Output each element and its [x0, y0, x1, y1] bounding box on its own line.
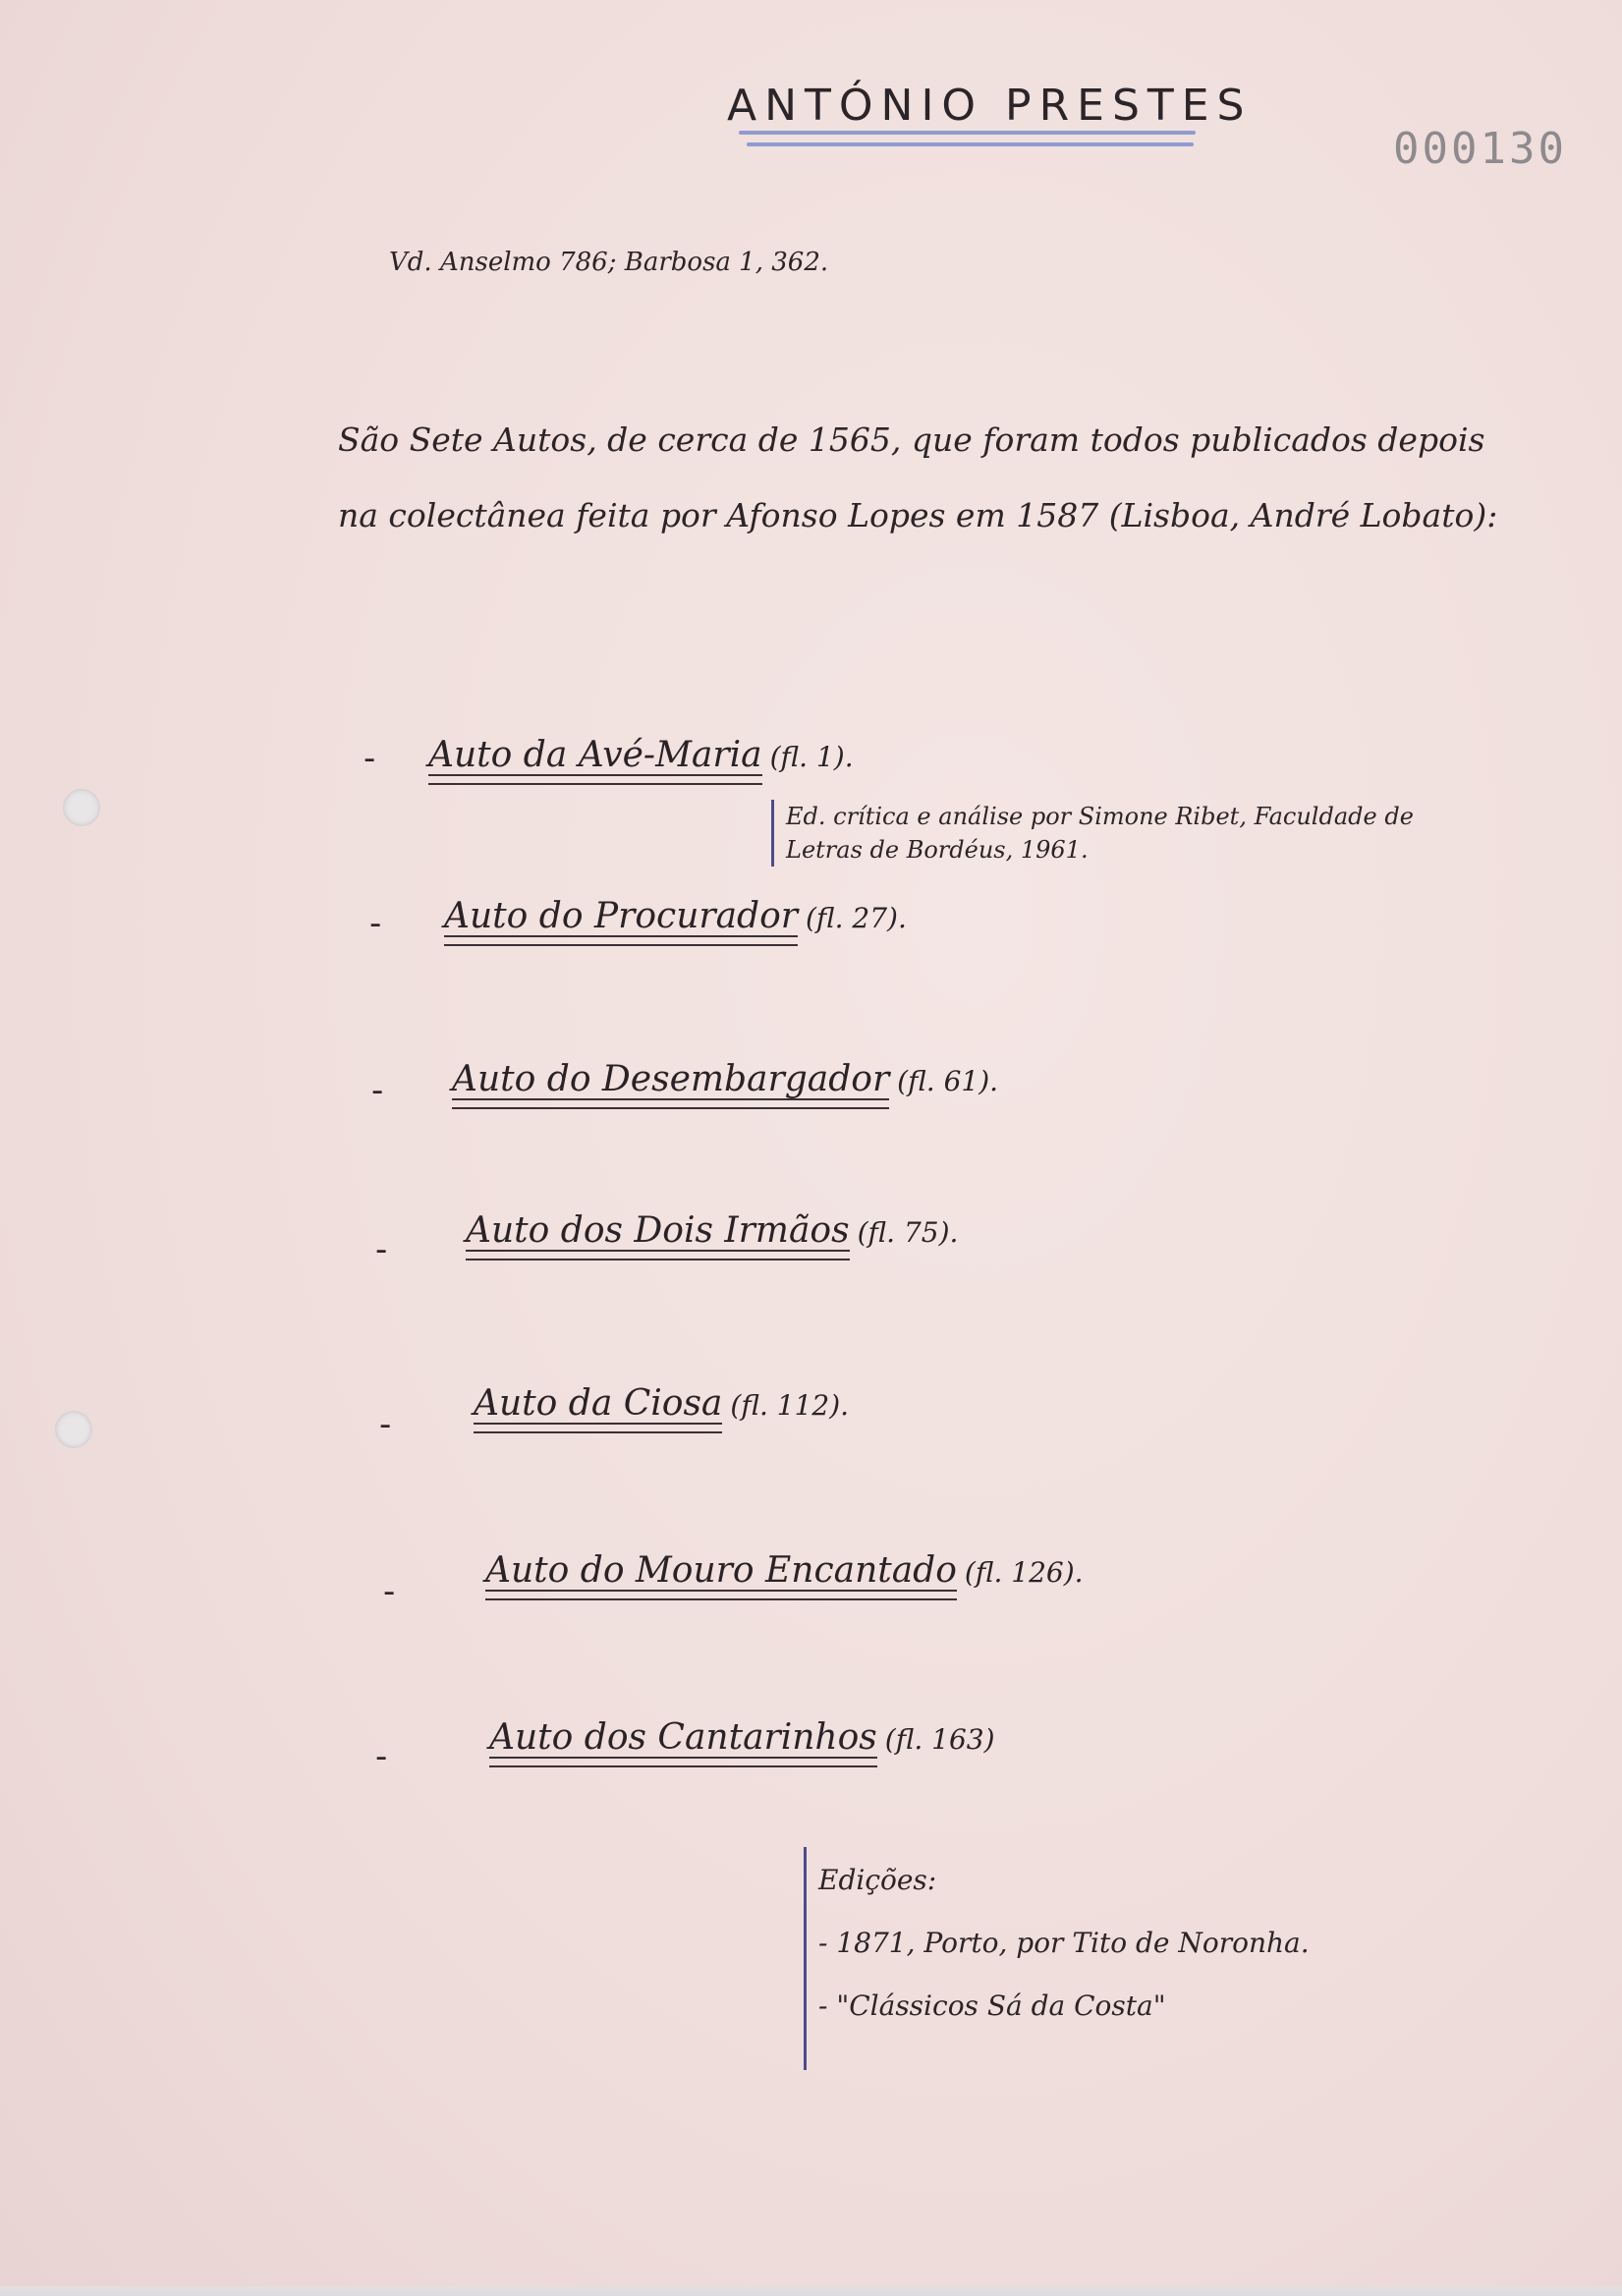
- work-folio: (fl. 163): [884, 1723, 995, 1756]
- work-title: Auto do Procurador: [444, 896, 798, 936]
- list-item-work: [489, 1717, 995, 1758]
- intro-line-2: na colectânea feita por Afonso Lopes em 1587 (Lisboa, André Lobato):: [338, 496, 1498, 534]
- work-title: Auto dos Cantarinhos: [489, 1717, 877, 1758]
- intro-line-1: São Sete Autos, de cerca de 1565, que foram todos publicados depois: [338, 420, 1485, 459]
- work-folio: (fl. 1).: [769, 741, 854, 773]
- edition-item: - "Clássicos Sá da Costa": [818, 1989, 1166, 2022]
- punch-hole-lower: [55, 1411, 92, 1448]
- list-dash: -: [369, 904, 382, 943]
- list-dash: -: [383, 1572, 396, 1611]
- page-title: ANTÓNIO PRESTES: [727, 81, 1253, 131]
- work-folio: (fl. 27).: [805, 902, 907, 934]
- critical-note-line-1: Ed. crítica e análise por Simone Ribet, Faculdade de: [786, 803, 1414, 830]
- editions-note: [804, 1847, 1310, 2070]
- list-item-work: [428, 735, 854, 775]
- title-underline-bottom: [747, 142, 1194, 146]
- list-item-work: [474, 1383, 849, 1424]
- work-title: Auto do Mouro Encantado: [485, 1550, 957, 1591]
- archive-stamp-number: 000130: [1393, 124, 1567, 174]
- scan-edge-strip: [0, 2286, 1622, 2296]
- work-folio: (fl. 75).: [857, 1216, 959, 1249]
- work-title: Auto dos Dois Irmãos: [466, 1210, 850, 1251]
- work-title: Auto da Avé-Maria: [428, 735, 762, 775]
- list-dash: -: [375, 1230, 388, 1269]
- list-dash: -: [375, 1737, 388, 1776]
- work-folio: (fl. 112).: [730, 1389, 850, 1422]
- edition-item: - 1871, Porto, por Tito de Noronha.: [818, 1927, 1310, 1959]
- list-dash: -: [379, 1405, 392, 1444]
- work-folio: (fl. 126).: [964, 1556, 1084, 1589]
- list-item-work: [452, 1059, 998, 1099]
- list-item-work: [485, 1550, 1084, 1591]
- critical-note-line-2: Letras de Bordéus, 1961.: [786, 836, 1089, 864]
- title-underline-top: [739, 131, 1196, 135]
- punch-hole-upper: [63, 789, 100, 826]
- list-item-work: [466, 1210, 958, 1251]
- list-item-work: [444, 896, 907, 936]
- work-title: Auto do Desembargador: [452, 1059, 890, 1099]
- work-title: Auto da Ciosa: [474, 1383, 723, 1424]
- work-folio: (fl. 61).: [897, 1065, 999, 1097]
- critical-edition-note: [771, 800, 1414, 867]
- reference-line: Vd. Anselmo 786; Barbosa 1, 362.: [389, 248, 829, 277]
- list-dash: -: [364, 739, 376, 778]
- list-dash: -: [371, 1071, 384, 1110]
- editions-heading: Edições:: [818, 1864, 937, 1896]
